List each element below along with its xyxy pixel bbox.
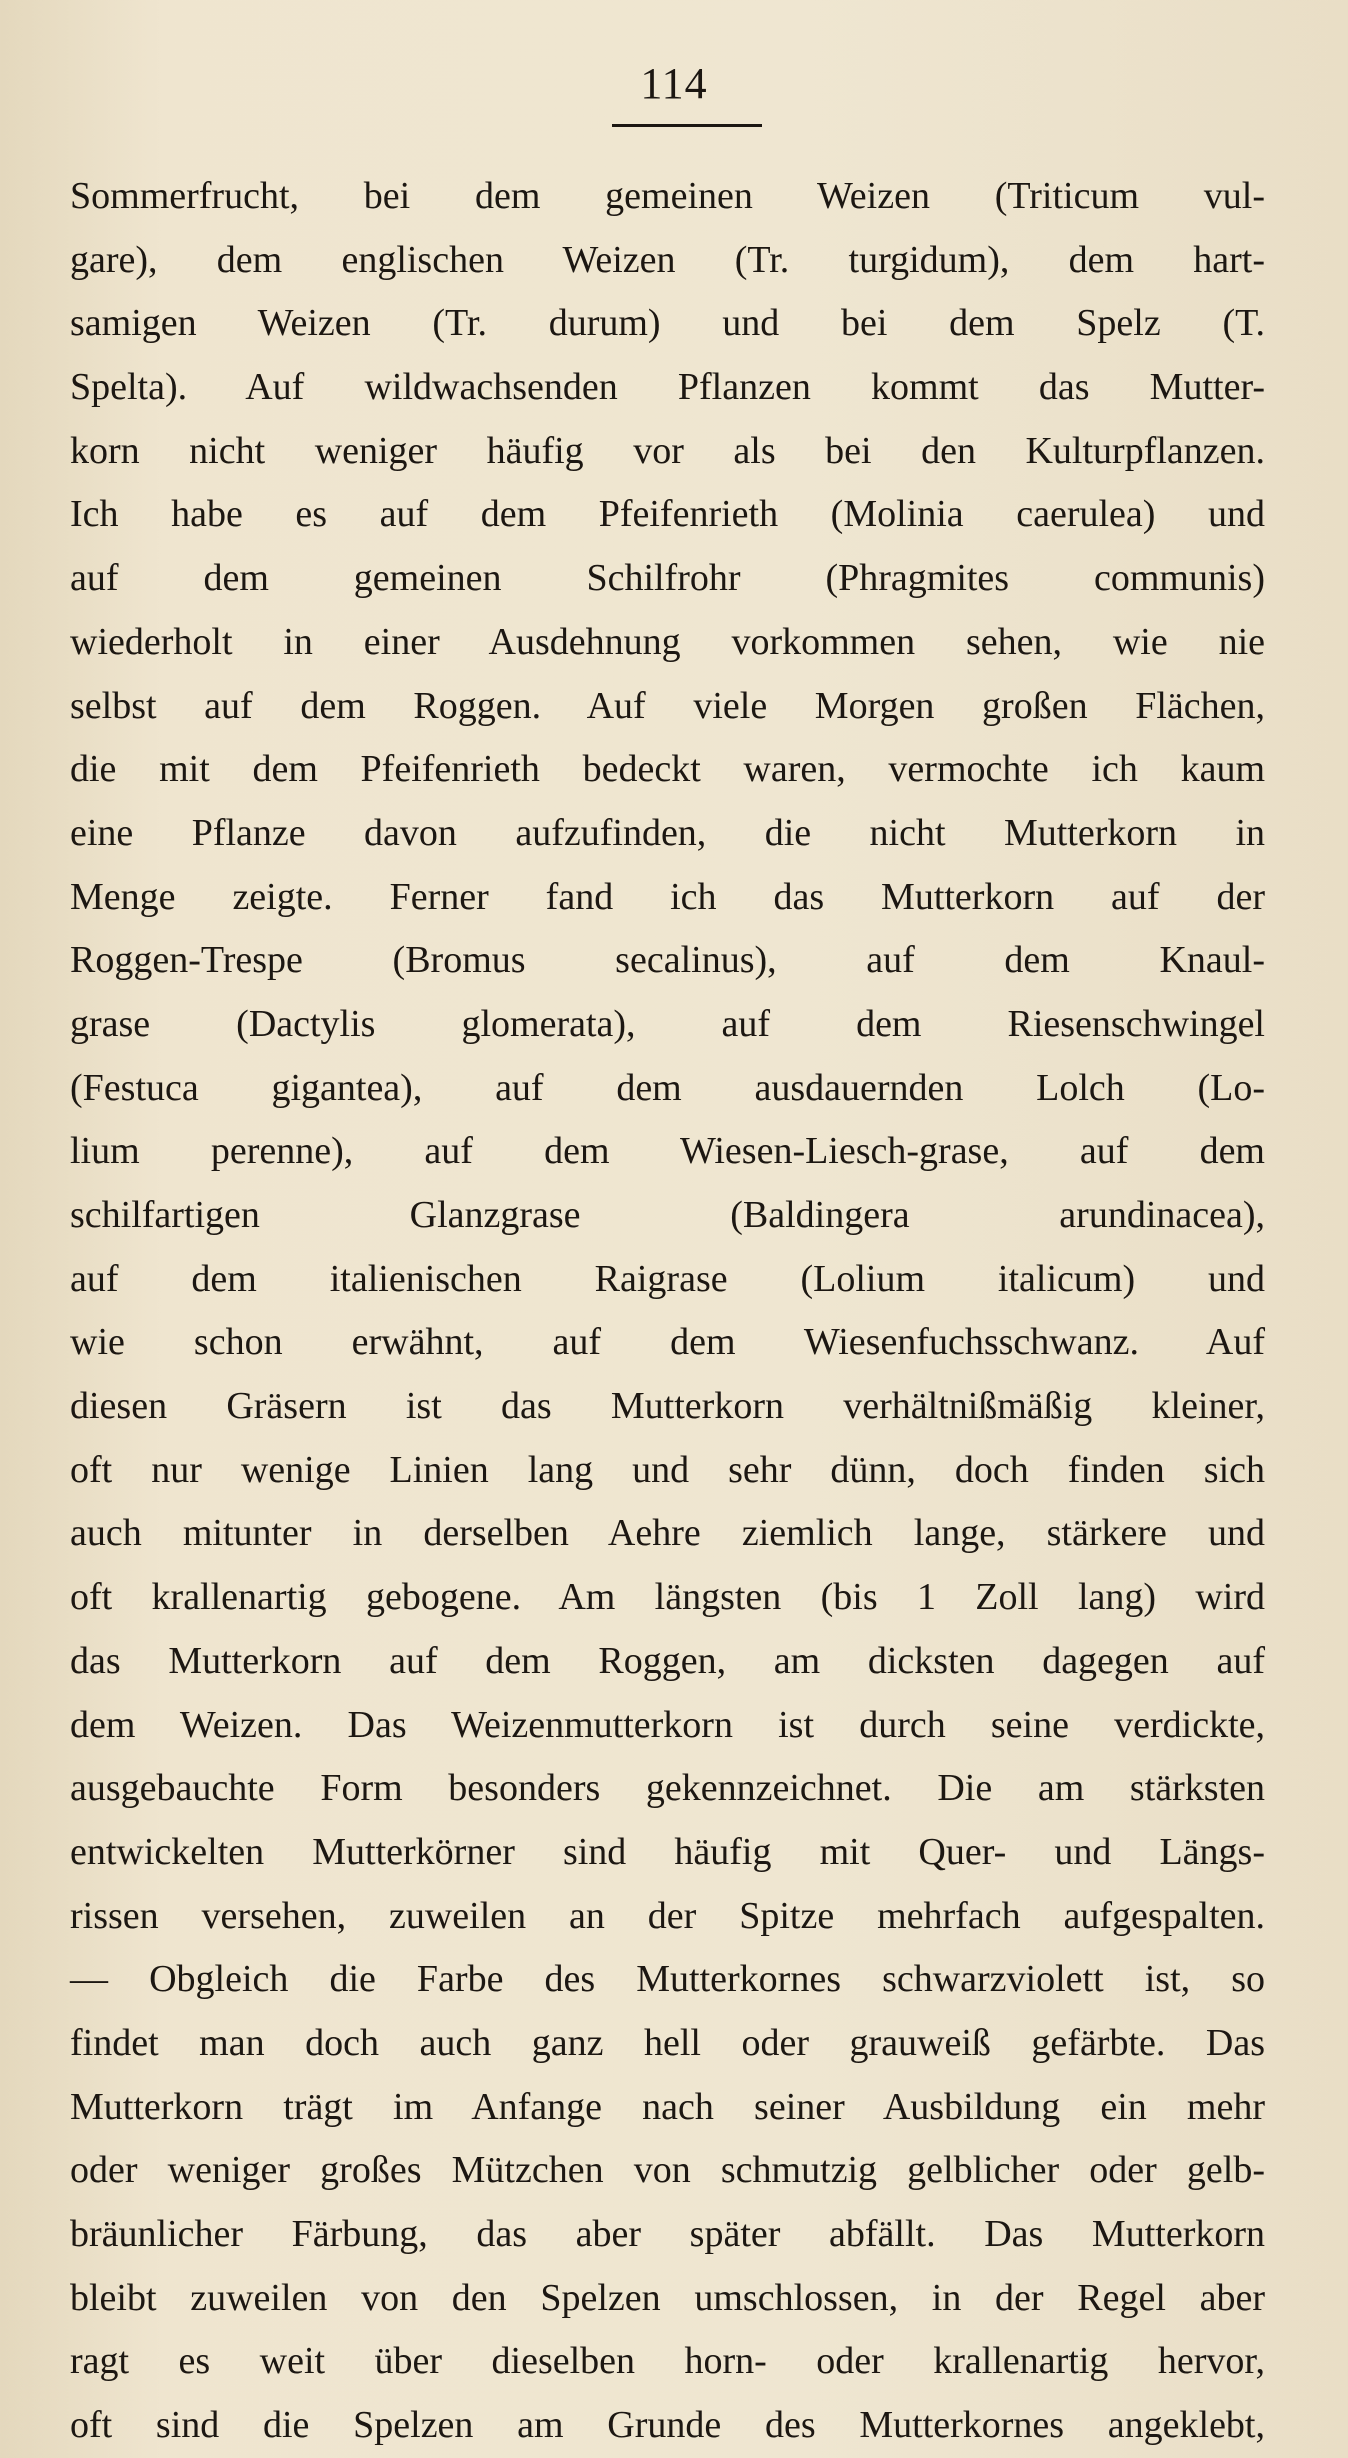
text-line: auf dem gemeinen Schilfrohr (Phragmites communis) <box>70 557 1265 600</box>
text-line: auch mitunter in derselben Aehre ziemlich lange, stärkere und <box>70 1512 1265 1555</box>
text-line: oft nur wenige Linien lang und sehr dünn, doch finden sich <box>70 1448 1265 1491</box>
body-text <box>70 165 1265 2458</box>
page-number-rule <box>612 124 762 127</box>
text-line: grase (Dactylis glomerata), auf dem Riesenschwingel <box>70 1002 1265 1045</box>
text-line: ausgebauchte Form besonders gekennzeichnet. Die am stärksten <box>70 1767 1265 1810</box>
text-line: Mutterkorn trägt im Anfange nach seiner Ausbildung ein mehr <box>70 2085 1265 2128</box>
text-line: schilfartigen Glanzgrase (Baldingera arundinacea), <box>70 1194 1265 1236</box>
text-line: — Obgleich die Farbe des Mutterkornes schwarzviolett ist, so <box>70 1958 1265 2001</box>
text-line: bleibt zuweilen von den Spelzen umschlossen, in der Regel aber <box>70 2276 1265 2319</box>
text-line: eine Pflanze davon aufzufinden, die nicht Mutterkorn in <box>70 811 1265 854</box>
text-line: die mit dem Pfeifenrieth bedeckt waren, vermochte ich kaum <box>70 748 1265 791</box>
text-line: oft krallenartig gebogene. Am längsten (bis 1 Zoll lang) wird <box>70 1576 1265 1619</box>
text-line: wie schon erwähnt, auf dem Wiesenfuchsschwanz. Auf <box>70 1321 1265 1364</box>
text-line: rissen versehen, zuweilen an der Spitze mehrfach aufgespalten. <box>70 1894 1265 1937</box>
text-line: bräunlicher Färbung, das aber später abfällt. Das Mutterkorn <box>70 2213 1265 2255</box>
page-number: 114 <box>640 59 708 108</box>
text-line: (Festuca gigantea), auf dem ausdauernden Lolch (Lo- <box>70 1066 1265 1109</box>
text-line: oft sind die Spelzen am Grunde des Mutterkornes angeklebt, <box>70 2404 1265 2447</box>
text-line: Sommerfrucht, bei dem gemeinen Weizen (Triticum vul- <box>70 175 1265 217</box>
text-line: samigen Weizen (Tr. durum) und bei dem Spelz (T. <box>70 302 1265 345</box>
text-line: lium perenne), auf dem Wiesen-Liesch-grase, auf dem <box>70 1130 1265 1173</box>
text-line: Spelta). Auf wildwachsenden Pflanzen kommt das Mutter- <box>70 366 1265 409</box>
text-line: findet man doch auch ganz hell oder grauweiß gefärbte. Das <box>70 2021 1265 2064</box>
text-line: wiederholt in einer Ausdehnung vorkommen sehen, wie nie <box>70 620 1265 663</box>
text-line: gare), dem englischen Weizen (Tr. turgidum), dem hart- <box>70 238 1265 281</box>
text-line: korn nicht weniger häufig vor als bei den Kulturpflanzen. <box>70 429 1265 472</box>
text-line: oder weniger großes Mützchen von schmutzig gelblicher oder gelb- <box>70 2149 1265 2192</box>
text-line: das Mutterkorn auf dem Roggen, am dicksten dagegen auf <box>70 1639 1265 1682</box>
text-line: Roggen-Trespe (Bromus secalinus), auf dem Knaul- <box>70 939 1265 982</box>
text-line: dem Weizen. Das Weizenmutterkorn ist durch seine verdickte, <box>70 1703 1265 1746</box>
text-line: diesen Gräsern ist das Mutterkorn verhältnißmäßig kleiner, <box>70 1385 1265 1428</box>
text-line: Ich habe es auf dem Pfeifenrieth (Molinia caerulea) und <box>70 493 1265 536</box>
text-line: selbst auf dem Roggen. Auf viele Morgen großen Flächen, <box>70 684 1265 727</box>
text-line: entwickelten Mutterkörner sind häufig mit Quer- und Längs- <box>70 1830 1265 1873</box>
text-line: ragt es weit über dieselben horn- oder krallenartig hervor, <box>70 2340 1265 2383</box>
text-line: auf dem italienischen Raigrase (Lolium italicum) und <box>70 1257 1265 1300</box>
text-line: Menge zeigte. Ferner fand ich das Mutterkorn auf der <box>70 875 1265 918</box>
